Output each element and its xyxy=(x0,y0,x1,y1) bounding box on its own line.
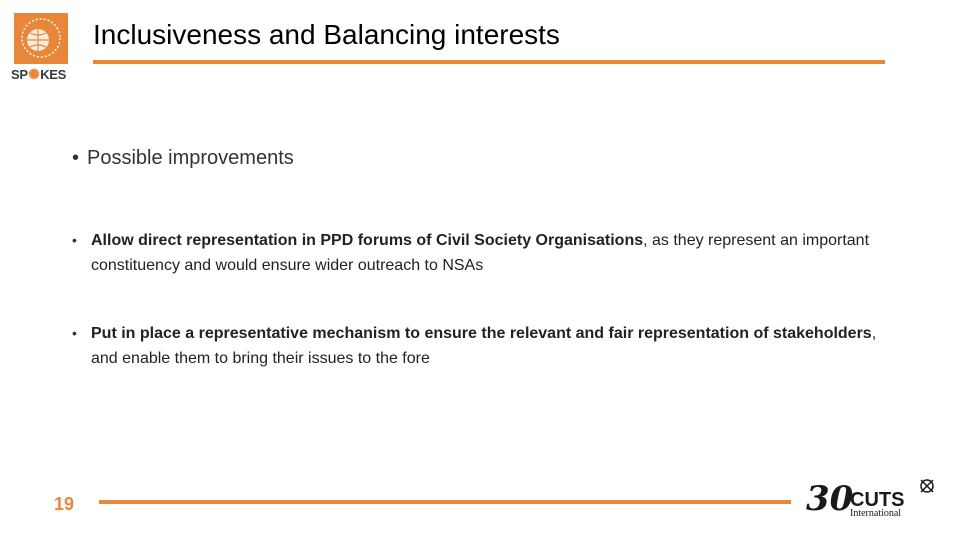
sub-bullet-1-rest: , as they represent an important constituency and would ensure wider outreach to NSAs xyxy=(91,232,870,274)
compass-icon xyxy=(921,480,933,492)
cuts-logo xyxy=(806,476,938,520)
cuts-logo-subtitle: International xyxy=(850,508,902,519)
sub-bullet-2 xyxy=(72,321,892,371)
wordmark-part1: SP xyxy=(11,67,28,82)
title-underline xyxy=(93,60,885,64)
bullet-icon: • xyxy=(72,147,80,169)
sub-bullet-2-bold: Put in place a representative mechanism to ensure the relevant and fair representation of stakeholders xyxy=(91,325,872,342)
cuts-logo-number: 30 xyxy=(806,479,854,519)
spokes-wordmark xyxy=(11,66,73,83)
footer-rule xyxy=(99,500,791,504)
sub-bullet-1 xyxy=(72,228,892,278)
globe-icon xyxy=(14,13,68,64)
wordmark-part2: KES xyxy=(40,67,67,82)
cuts-logo-name: CUTS xyxy=(850,489,905,511)
bullet-icon: • xyxy=(72,325,77,341)
sub-bullet-2-rest: , and enable them to bring their issues to the fore xyxy=(91,325,877,367)
main-bullet xyxy=(72,147,294,170)
sub-bullet-1-bold: Allow direct representation in PPD forums of Civil Society Organisations xyxy=(91,232,644,249)
sub-bullet-2-text xyxy=(91,321,892,371)
main-bullet-text: Possible improvements xyxy=(87,147,294,169)
sub-bullet-1-text xyxy=(91,228,892,278)
spokes-logo xyxy=(14,13,68,64)
slide-title: Inclusiveness and Balancing interests xyxy=(93,19,560,50)
bullet-icon: • xyxy=(72,232,77,248)
page-number: 19 xyxy=(54,494,75,514)
hub-icon: ✺ xyxy=(28,66,40,82)
